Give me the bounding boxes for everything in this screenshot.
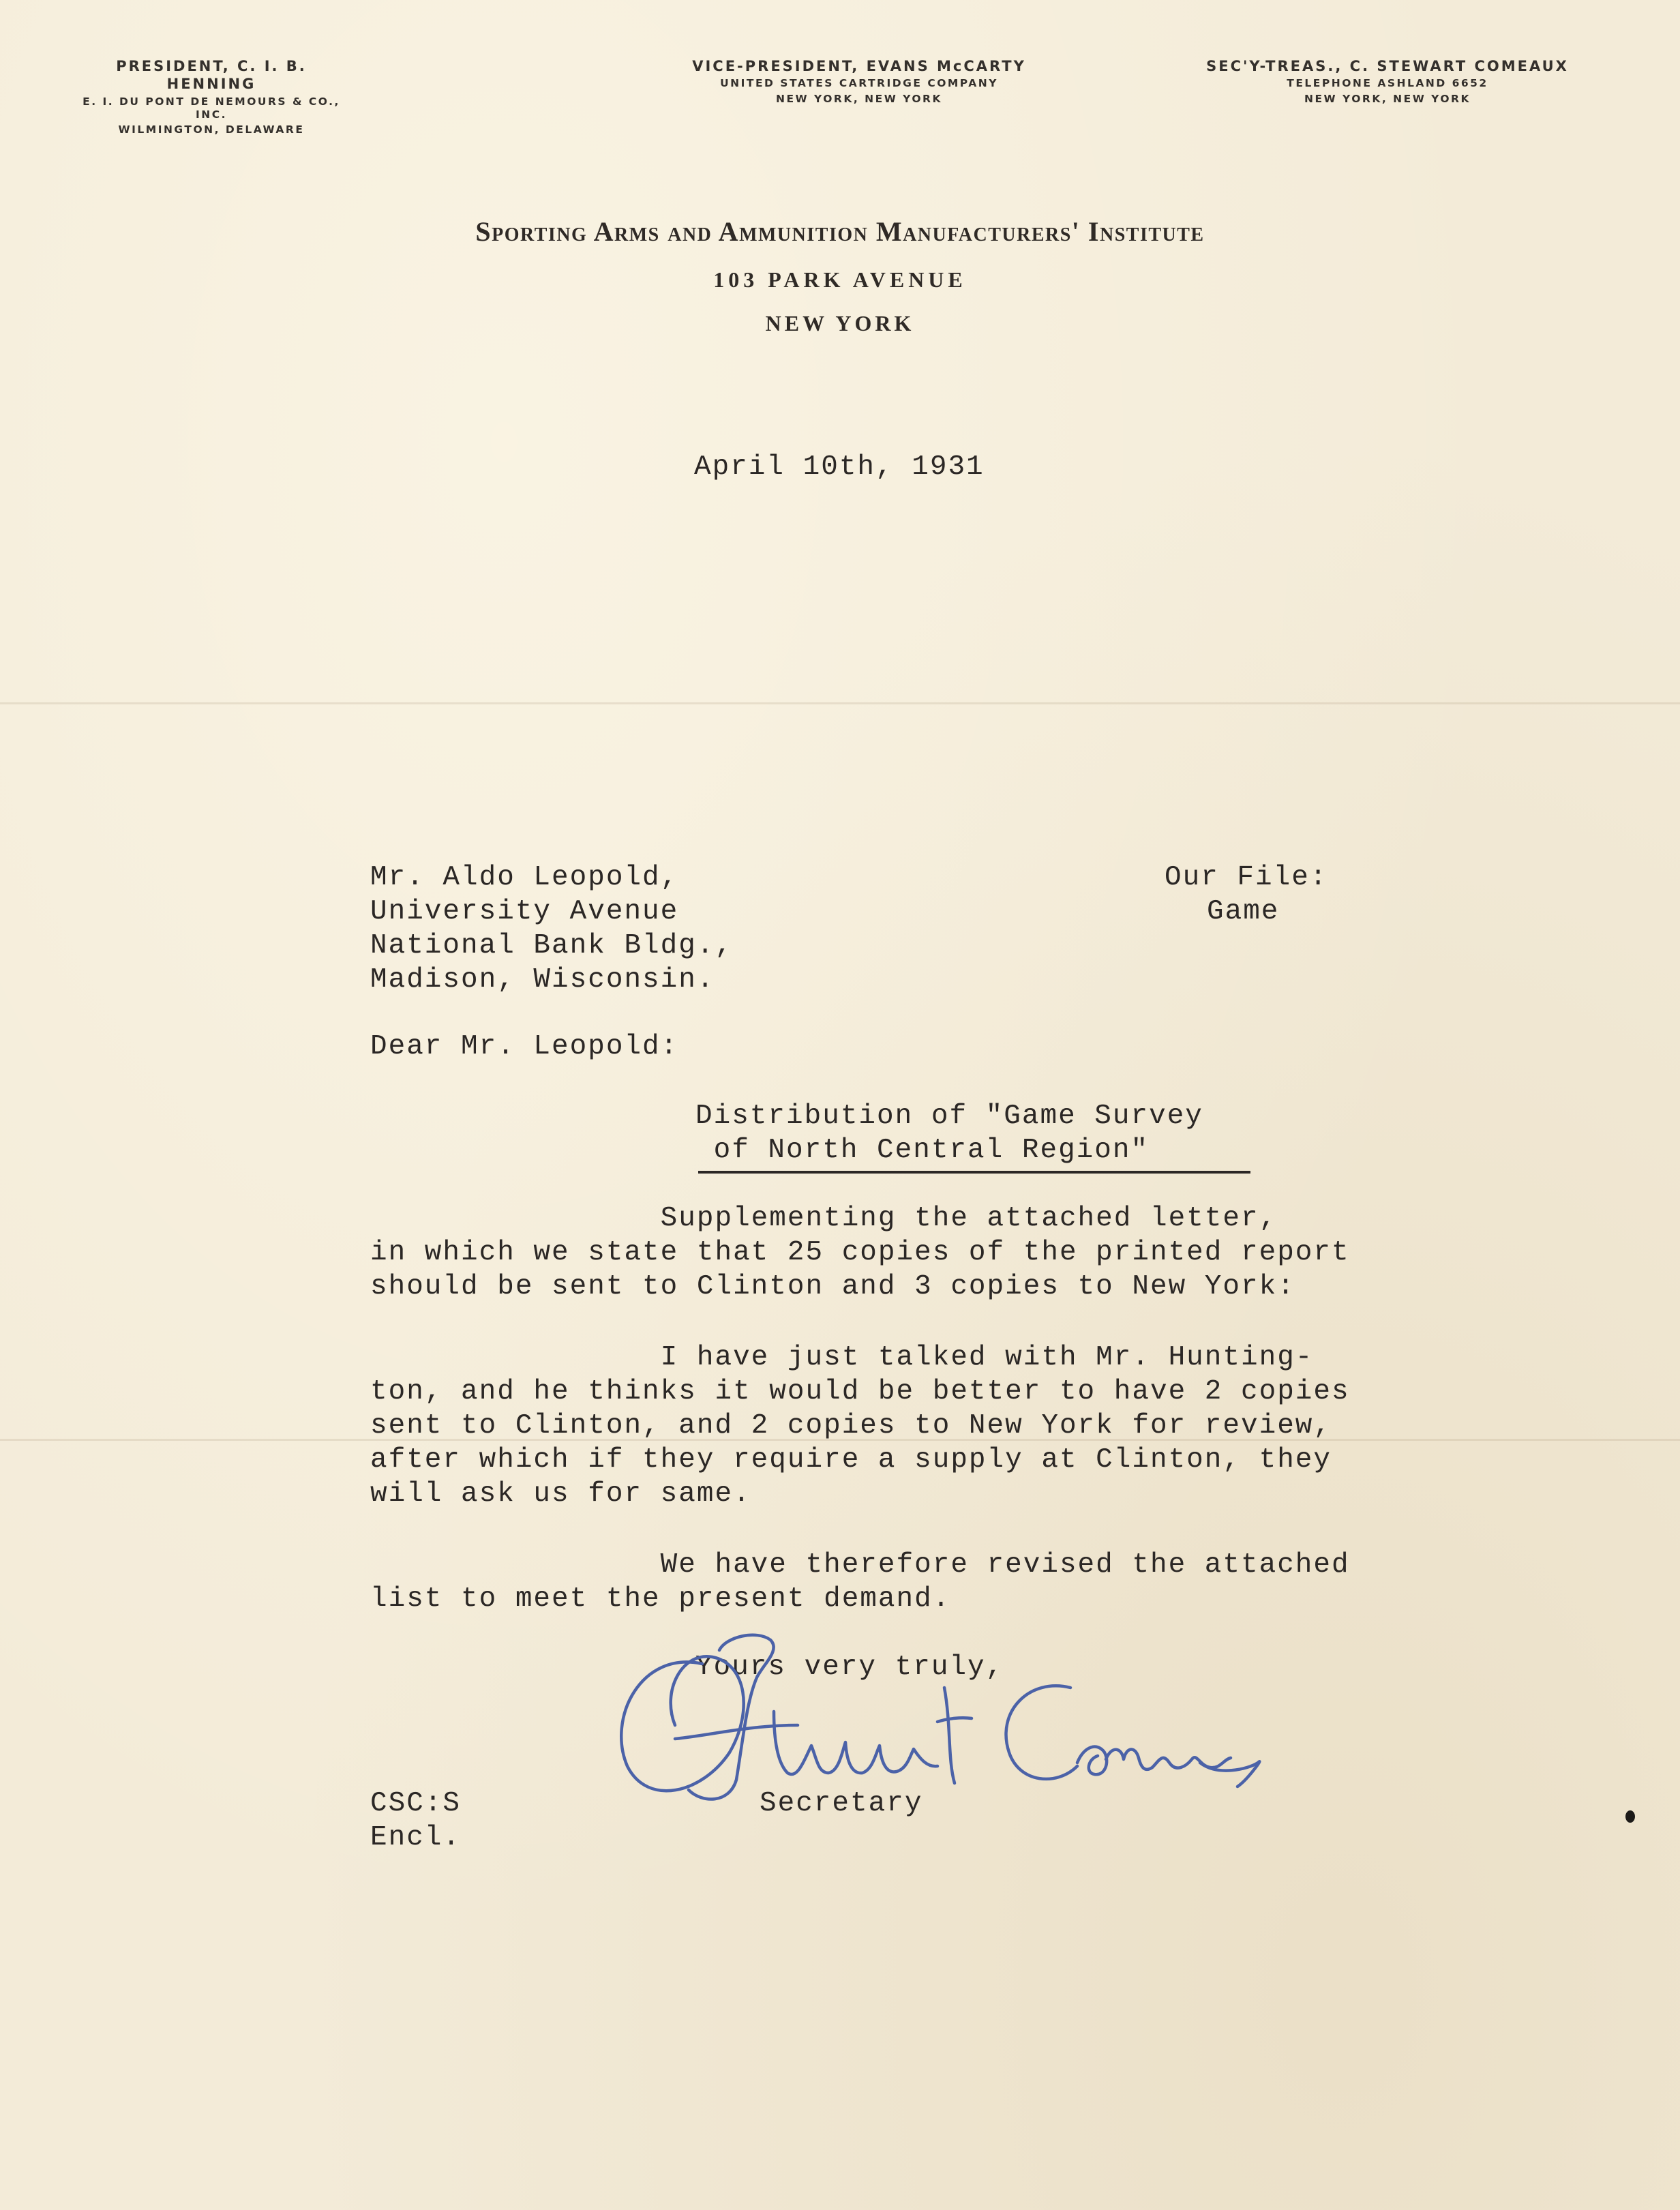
officer-title: SEC'Y-TREAS., C. STEWART COMEAUX bbox=[1206, 58, 1569, 74]
subject-underline bbox=[698, 1171, 1250, 1174]
officer-telephone: TELEPHONE ASHLAND 6652 bbox=[1287, 77, 1488, 90]
letter-date: April 10th, 1931 bbox=[694, 451, 985, 483]
body-paragraph: Supplementing the attached letter, in which we state that 25 copies of the printed report should be sent to Clinton and 3 copies to New York: bbox=[370, 1203, 1350, 1302]
officer-title: PRESIDENT, C. I. B. HENNING bbox=[116, 58, 307, 93]
officer-location: WILMINGTON, DELAWARE bbox=[118, 123, 305, 136]
officer-title: VICE-PRESIDENT, EVANS McCARTY bbox=[692, 58, 1026, 74]
paper-fold bbox=[0, 702, 1680, 704]
officer-location: NEW YORK, NEW YORK bbox=[776, 92, 942, 105]
reference-initials-and-enclosure: CSC:S Encl. bbox=[370, 1788, 462, 1853]
body-paragraph: We have therefore revised the attached list to meet the present demand. bbox=[370, 1549, 1350, 1615]
salutation: Dear Mr. Leopold: bbox=[370, 1031, 679, 1062]
organization-name: Sporting Arms and Ammunition Manufacturers' Institute bbox=[475, 216, 1205, 247]
organization-street: 103 PARK AVENUE bbox=[713, 267, 967, 292]
officer-company: UNITED STATES CARTRIDGE COMPANY bbox=[720, 77, 998, 90]
body-paragraph: I have just talked with Mr. Hunting- ton, and he thinks it would be better to have 2 copies sent to Clinton, and 2 copies to New York for review, after which if they require a supply at Clinton, they will ask us for same. bbox=[370, 1342, 1350, 1510]
handwritten-signature bbox=[600, 1623, 1268, 1827]
letterhead-officer-secretary-treasurer bbox=[1145, 57, 1630, 106]
organization-city: NEW YORK bbox=[765, 311, 915, 335]
complimentary-close: Yours very truly, bbox=[695, 1652, 1004, 1683]
signer-title: Secretary bbox=[760, 1788, 923, 1819]
letterhead-officer-vice-president bbox=[614, 57, 1105, 106]
letterhead-officer-president bbox=[68, 57, 355, 137]
officer-location: NEW YORK, NEW YORK bbox=[1304, 92, 1471, 105]
file-reference-label: Our File: bbox=[1165, 862, 1328, 893]
officer-company: E. I. DU PONT DE NEMOURS & CO., INC. bbox=[82, 95, 340, 121]
ink-spot bbox=[1625, 1810, 1635, 1823]
recipient-address: Mr. Aldo Leopold, University Avenue National Bank Bldg., Madison, Wisconsin. bbox=[370, 862, 734, 996]
file-reference-value: Game bbox=[1207, 896, 1280, 927]
subject-line: Distribution of "Game Survey of North Central Region" bbox=[695, 1101, 1203, 1166]
